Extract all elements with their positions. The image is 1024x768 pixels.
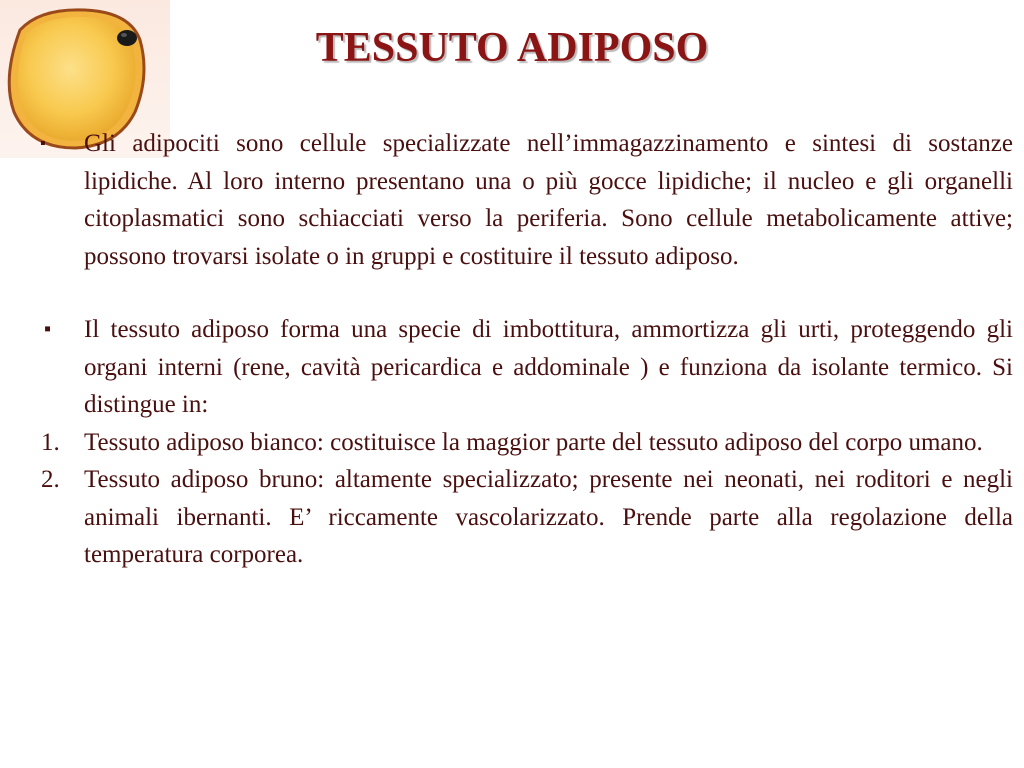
paragraph-text: Gli adipociti sono cellule specializzate nell’immagazzinamento e sintesi di sostanze lipidiche. Al loro interno presentano una o più gocce lipidiche; il nucleo e gli organelli citoplasmatici sono schiacciati verso la periferia. Sono cellule metabolicamente attive; possono trovarsi isolate o in gruppi e costituire il tessuto adiposo. xyxy=(84,130,1013,270)
bullet-icon: ▪ xyxy=(40,135,46,152)
slide-title: TESSUTO ADIPOSO xyxy=(315,25,709,71)
bullet-paragraph-function xyxy=(38,311,1013,424)
list-item-text: Tessuto adiposo bianco: costituisce la maggior parte del tessuto adiposo del corpo umano. xyxy=(84,428,983,456)
bullet-icon: ▪ xyxy=(44,318,52,340)
list-number: 2. xyxy=(41,466,60,493)
list-item-brown-adipose xyxy=(38,461,1013,574)
bullet-paragraph-adipocytes xyxy=(38,125,1013,275)
slide-body xyxy=(38,125,1013,574)
paragraph-text: Il tessuto adiposo forma una specie di imbottitura, ammortizza gli urti, proteggendo gli organi interni (rene, cavità pericardica e addominale ) e funziona da isolante termico. Si distingue in: xyxy=(84,316,1013,418)
list-item-text: Tessuto adiposo bruno: altamente specializzato; presente nei neonati, nei roditori e negli animali ibernanti. E’ riccamente vascolarizzato. Prende parte alla regolazione della temperatura corporea. xyxy=(84,466,1013,568)
list-number: 1. xyxy=(41,428,60,456)
list-item-white-adipose xyxy=(38,424,1013,462)
